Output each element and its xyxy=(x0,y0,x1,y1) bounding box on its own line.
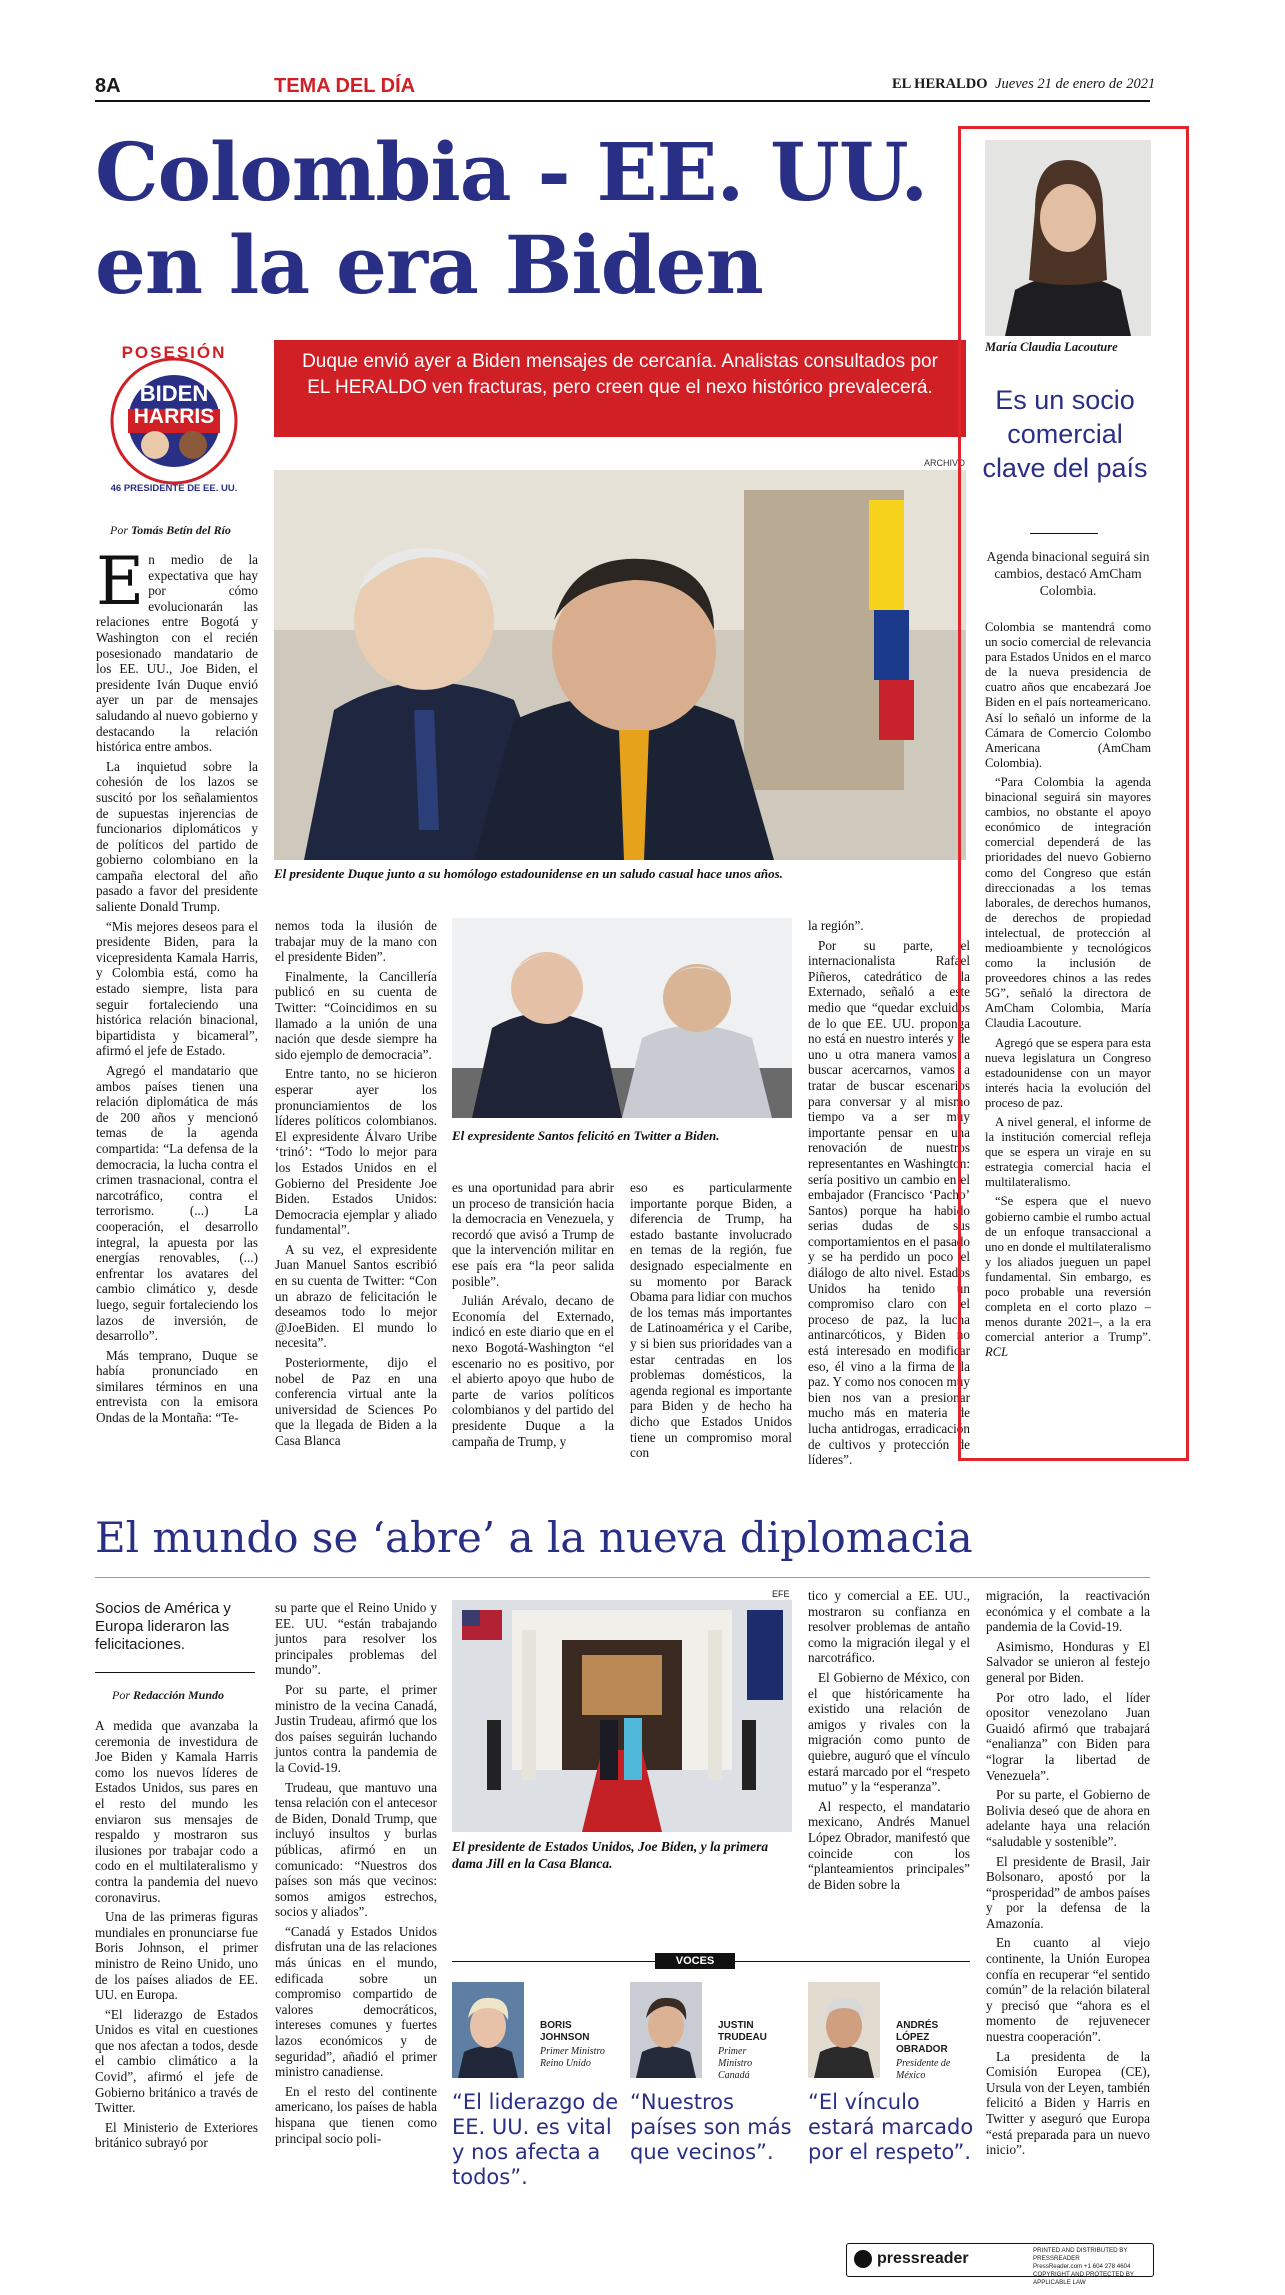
portrait-graphic xyxy=(985,140,1151,336)
whitehouse-photo-graphic xyxy=(452,1600,792,1832)
voice-name: ANDRÉS LÓPEZ OBRADOR xyxy=(896,2020,948,2055)
main-col5-para: la región”. xyxy=(808,918,864,933)
santos-photo xyxy=(452,918,792,1118)
voice-photo-trudeau xyxy=(630,1982,702,2078)
deck-box xyxy=(274,340,966,437)
sidebar-portrait xyxy=(985,140,1151,336)
second-headline: El mundo se ‘abre’ a la nueva diplomacia xyxy=(95,1513,973,1562)
badge-name-2: HARRIS xyxy=(133,405,215,428)
main-col3-para: es una oportunidad para abrir un proceso de transición hacia la democracia en Venezuela, y recordó que avisó a Trump de que la intervención militar en ese país era “la peor salida posible”. xyxy=(452,1180,614,1289)
main-col2-para: Entre tanto, no se hicieron esperar ayer los pronunciamientos de los líderes políticos colombianos. El expresidente Álvaro Uribe ‘trinó’: “Todo lo mejor para los Estados Unidos en el Gobierno del Presidente Joe Biden. Estados Unidos: Democracia ejemplar y aliado fundamental”. xyxy=(275,1066,437,1238)
second-col5-para: Por su parte, el Gobierno de Bolivia deseó que de ahora en adelante haya una relación “saludable y sostenible”. xyxy=(986,1787,1150,1849)
badge-name-1: BIDEN xyxy=(139,381,209,406)
badge-bottom-text: 46 PRESIDENTE DE EE. UU. xyxy=(110,483,238,494)
second-kicker: Socios de América y Europa lideraron las felicitaciones. xyxy=(95,1600,231,1653)
sidebar-para: Colombia se mantendrá como un socio comercial de relevancia para Estados Unidos en el marco de la nueva presidencia de cuatro años que encabezará Joe Biden en el país norteamericano. Así lo señaló un informe de la Cámara de Comercio Colombo Americana (AmCham Colombia). xyxy=(985,620,1151,770)
main-col1-para: “Mis mejores deseos para el presidente Biden, para la vicepresidenta Kamala Harris, y Colombia está, como ha estado siempre, lista para seguir fortaleciendo una histórica relación binacional, bipartidista y bicameral”, afirmó el jefe de Estado. xyxy=(96,918,258,1059)
sidebar-summary: Agenda binacional seguirá sin cambios, destacó AmCham Colombia. xyxy=(986,549,1150,598)
second-col2-para: su parte que el Reino Unido y EE. UU. “están trabajando juntos para resolver los principales problemas del mundo”. xyxy=(275,1600,437,1678)
whitehouse-photo-caption: El presidente de Estados Unidos, Joe Biden, y la primera dama Jill en la Casa Blanca. xyxy=(452,1839,769,1871)
main-col-5 xyxy=(808,918,970,1468)
voice-role: Presidente de México xyxy=(896,2058,951,2081)
voice-photo-johnson xyxy=(452,1982,524,2078)
second-col-2 xyxy=(275,1600,437,2200)
main-col1-para: Más temprano, Duque se había pronunciado en similares términos en una entrevista con la emisora Ondas de la Montaña: “Te- xyxy=(96,1347,258,1426)
johnson-portrait xyxy=(452,1982,524,2078)
second-col-5 xyxy=(986,1588,1150,2208)
pressreader-notice xyxy=(1033,2247,1151,2287)
second-col1-para: A medida que avanzaba la ceremonia de investidura de Joe Biden y Kamala Harris como los nuevos líderes de Estados Unidos, sus pares en el resto del mundo les enviaron sus mensajes de respaldo y mostraron sus ilusiones por trabajar codo a codo en el multilateralismo y contra la pandemia del nuevo coronavirus. xyxy=(95,1718,258,1905)
byline xyxy=(110,523,231,538)
section-label: TEMA DEL DÍA xyxy=(274,75,416,97)
paper-name: EL HERALDO xyxy=(892,76,988,92)
sidebar-body xyxy=(985,620,1151,1365)
voice-role: Primer Ministro Canadá xyxy=(718,2046,753,2081)
main-col1-para: n medio de la expectativa que hay por cómo evolucionarán las relaciones entre Bogotá y Washington con el recién posesionado mandatario de los EE. UU., Joe Biden, el presidente Iván Duque envió ayer un par de mensajes saludando al nuevo gobierno y destacando la relación histórica entre ambos. xyxy=(96,552,258,755)
second-photo-credit: EFE xyxy=(772,1589,790,1599)
pressreader-line-3: COPYRIGHT AND PROTECTED BY APPLICABLE LAW xyxy=(1033,2271,1134,2286)
voces-label: VOCES xyxy=(655,1953,735,1969)
main-col2-para: Finalmente, la Cancillería publicó en su cuenta de Twitter: “Coincidimos en su llamado a la unión de una nación que desde siempre ha sido ejemplo de democracia”. xyxy=(275,968,437,1062)
main-col-2 xyxy=(275,918,437,1448)
second-col5-para: La presidenta de la Comisión Europea (CE), Ursula von der Leyen, también felicitó a Biden y Harris en Twitter y aseguró que Europa “está preparada para un nuevo inicio”. xyxy=(986,2048,1150,2158)
second-col5-para: El presidente de Brasil, Jair Bolsonaro, apostó por la “prosperidad” de ambos países y por la defensa de la Amazonía. xyxy=(986,1853,1150,1931)
posesion-badge xyxy=(100,345,248,493)
sidebar-para: “Para Colombia la agenda binacional seguirá sin mayores cambios, no obstante el apoyo económico de integración comercial dependerá de las prioridades del nuevo Gobierno como del Congreso que están direccionadas a los temas laborales, de derechos humanos, de derechos de propiedad intelectual, de protección al medioambiente y tecnológicos como la inclusión de proveedores chinos a las redes 5G”, señaló la directora de AmCham Colombia, María Claudia Lacouture. xyxy=(985,774,1151,1031)
pressreader-line-2: PressReader.com +1 604 278 4604 xyxy=(1033,2263,1131,2270)
byline-name: Tomás Betín del Río xyxy=(131,523,231,537)
voice-name: BORIS JOHNSON xyxy=(540,2020,590,2043)
voice-quote: “Nuestros países son más que vecinos”. xyxy=(630,2090,792,2164)
deck-text: Duque envió ayer a Biden mensajes de cercanía. Analistas consultados por EL HERALDO ven fracturas, pero creen que el nexo histórico prevalecerá. xyxy=(302,351,938,398)
main-photo xyxy=(274,470,966,860)
page-number: 8A xyxy=(95,75,121,97)
main-col2-para: A su vez, el expresidente Juan Manuel Santos escribió en su cuenta de Twitter: “Con un abrazo de felicitación le deseamos todo lo mejor @JoeBiden. El mundo lo necesita”. xyxy=(275,1241,437,1351)
main-col1-para: La inquietud sobre la cohesión de los lazos se suscitó por los señalamientos de supuestas injerencias de funcionarios diplomáticos y de políticos del partido de gobierno colombiano en la campaña electoral del año pasado a favor del presidente saliente Donald Trump. xyxy=(96,758,258,915)
second-col2-para: “Canadá y Estados Unidos disfrutan una de las relaciones más únicas en el mundo, edificada sobre un compromiso compartido de valores democráticos, intereses comunes y fuertes lazos económicos y de seguridad”, añadió el primer ministro canadiense. xyxy=(275,1923,437,2080)
main-col1-para: Agregó el mandatario que ambos países tienen una relación diplomática de más de 200 años y mencionó temas de la agenda compartida: “La defensa de la democracia, la lucha contra el crimen trasnacional, contra el narcotráfico, contra el terrorismo. (...) La cooperación, el desarrollo integral, la apuesta por las energías renovables, (...) enfrentar los avatares del cambio climático y, desde luego, seguir fortaleciendo los lazos de inversión, de desarrollo”. xyxy=(96,1063,258,1344)
obrador-portrait xyxy=(808,1982,880,2078)
second-col5-para: Asimismo, Honduras y El Salvador se unieron al festejo general por Biden. xyxy=(986,1638,1150,1685)
second-col4-para: tico y comercial a EE. UU., mostraron su confianza en resolver problemas de antaño como la migración ilegal y el narcotráfico. xyxy=(808,1588,970,1666)
headline-line-2: en la era Biden xyxy=(95,218,763,312)
second-col1-para: El Ministerio de Exteriores británico subrayó por xyxy=(95,2119,258,2151)
sidebar-para: A nivel general, el informe de la institución comercial refleja que se espera un viraje en su estrategia comercial hacia el multilateralismo. xyxy=(985,1115,1151,1190)
main-col-1 xyxy=(96,543,258,1432)
sidebar-title: Es un socio comercial clave del país xyxy=(982,385,1148,483)
main-col-4 xyxy=(630,1180,792,1461)
second-col4-para: El Gobierno de México, con el que históricamente ha existido una relación de amigos y rivales con la migración como punto de quiebre, auguró que el vínculo estará marcado por el “respeto mutuo” y la “esperanza”. xyxy=(808,1669,970,1795)
sidebar-para: “Se espera que el nuevo gobierno cambie el rumbo actual de un enfoque transaccional a uno en donde el multilateralismo y los aliados jueguen un papel fundamental. Sin embargo, es poco probable una reversión completa en el corto plazo –menos durante 2021–, a la era comercial anterior a Trump”. RCL xyxy=(985,1194,1151,1360)
main-col5-para: Por su parte, el internacionalista Rafael Piñeros, catedrático de la Externado, señaló a este medio que “quedar excluidos de lo que EE. UU. proponga no está en nuestro interés y de uno u otra manera vamos a buscar acercarnos, vamos a tratar de buscar escenarios para conversar y al mismo tiempo va a ser muy importante pensar en una renovación de nuestros representantes en Washington: sería positivo un cambio en el embajador (Francisco ‘Pacho’ Santos) porque ha habido serias dudas de sus comportamientos en el pasado y se ha perdido un poco el diálogo de alto nivel. Estados Unidos ha tenido un compromiso claro con el proceso de paz, la lucha antinarcóticos, y Biden no está interesado en modificar eso, él vino a la firma de la paz. Y como nos conocen muy bien nos van a presionar mucho más en materia de lucha antidrogas, erradicación de cultivos y protección de líderes”. xyxy=(808,937,970,1468)
second-col5-para: Por otro lado, el líder opositor venezolano Juan Guaidó afirmó que trabajará “enalianza” con Biden para “lograr la libertad de Venezuela”. xyxy=(986,1689,1150,1783)
second-col4-para: Al respecto, el mandatario mexicano, Andrés Manuel López Obrador, manifestó que coincide con los “planteamientos principales” de Biden sobre la xyxy=(808,1798,970,1892)
voice-quote: “El vínculo estará marcado por el respeto”. xyxy=(808,2090,974,2164)
santos-photo-graphic xyxy=(452,918,792,1118)
portrait-caption: María Claudia Lacouture xyxy=(985,340,1118,354)
byline-prefix: Por xyxy=(110,523,128,537)
pressreader-footer xyxy=(846,2243,1154,2286)
santos-photo-caption: El expresidente Santos felicitó en Twitter a Biden. xyxy=(452,1128,720,1143)
second-col-4 xyxy=(808,1588,970,1918)
main-col3-para: Julián Arévalo, decano de Economía del Externado, indicó en este diario que en el nexo Bogotá-Washington “el escenario no es positivo, por el abierto apoyo que hubo de parte de varios políticos colombianos y del partido del presidente Duque a la campaña de Trump, y xyxy=(452,1293,614,1449)
second-col2-para: Por su parte, el primer ministro de la vecina Canadá, Justin Trudeau, afirmó que los dos países seguirán luchando juntos contra la pandemia de la Covid-19. xyxy=(275,1681,437,1775)
drop-cap: E xyxy=(96,543,145,620)
trudeau-portrait xyxy=(630,1982,702,2078)
photo-credit: ARCHIVO xyxy=(924,458,966,468)
sidebar-signature: RCL xyxy=(985,1345,1009,1360)
main-col4-para: eso es particularmente importante porque Biden, a diferencia de Trump, ha estado bastante involucrado en temas de la región, fue designado especialmente en su momento por Barack Obama para lidiar con muchos de los temas más importantes de Latinoamérica y el Caribe, y si bien sus prioridades van a estar centradas en los problemas domésticos, la agenda regional es importante para Biden y de hecho ha dicho que Estados Unidos tiene un compromiso moral con xyxy=(630,1180,792,1461)
badge-top-text: POSESIÓN xyxy=(121,343,227,362)
voice-photo-obrador xyxy=(808,1982,880,2078)
voice-quote: “El liderazgo de EE. UU. es vital y nos afecta a todos”. xyxy=(452,2090,619,2189)
kicker-rule xyxy=(95,1672,255,1673)
second-col-1 xyxy=(95,1718,258,2198)
pressreader-brand: pressreader xyxy=(877,2250,969,2267)
main-headline xyxy=(95,126,955,312)
pressreader-icon xyxy=(854,2250,872,2268)
second-byline-name: Redacción Mundo xyxy=(133,1688,225,1702)
sidebar-para: Agregó que se espera para esta nueva legislatura un Congreso estadounidense con un mayor interés hacia la evolución del proceso de paz. xyxy=(985,1035,1151,1110)
second-byline xyxy=(112,1688,224,1703)
second-byline-prefix: Por xyxy=(112,1688,130,1702)
masthead xyxy=(892,76,1155,93)
voice-name: JUSTIN TRUDEAU xyxy=(718,2020,767,2043)
page-date: Jueves 21 de enero de 2021 xyxy=(995,76,1156,92)
main-col2-para: nemos toda la ilusión de trabajar muy de la mano con el presidente Biden”. xyxy=(275,918,437,965)
main-col2-para: Posteriormente, dijo el nobel de Paz en una conferencia virtual ante la universidad de Sciences Po que la llegada de Biden a la Casa Blanca xyxy=(275,1355,437,1448)
main-photo-caption: El presidente Duque junto a su homólogo estadounidense en un saludo casual hace unos años. xyxy=(274,866,783,881)
sidebar-divider xyxy=(1030,533,1098,534)
second-col1-para: Una de las primeras figuras mundiales en pronunciarse fue Boris Johnson, el primer ministro de Reino Unido, uno de los países aliados de EE. UU. en Europa. xyxy=(95,1909,258,2003)
whitehouse-photo xyxy=(452,1600,792,1832)
header-rule xyxy=(95,100,1150,102)
second-col2-para: En el resto del continente americano, los países de habla hispana que tienen como principal socio poli- xyxy=(275,2083,437,2146)
main-col-3 xyxy=(452,1180,614,1449)
main-photo-graphic xyxy=(274,470,966,860)
second-col2-para: Trudeau, que mantuvo una tensa relación con el antecesor de Biden, Donald Trump, que incluyó insultos y burlas públicas, afirmó en un comunicado: “Nuestros dos países son más que vecinos: somos amigos estrechos, socios y aliados”. xyxy=(275,1779,437,1920)
voice-role: Primer Ministro Reino Unido xyxy=(540,2046,605,2069)
pressreader-line-1: PRINTED AND DISTRIBUTED BY PRESSREADER xyxy=(1033,2247,1128,2262)
second-col5-para: En cuanto al viejo continente, la Unión Europea confía en recuperar “el sentido común” de la relación bilateral y precisó que “ahora es el momento de rejuvenecer nuestra cooperación”. xyxy=(986,1935,1150,2045)
second-col5-para: migración, la reactivación económica y el combate a la pandemia de la Covid-19. xyxy=(986,1588,1150,1635)
second-col1-para: “El liderazgo de Estados Unidos es vital en cuestiones que nos afectan a todos, desde el cambio climático a la Covid”, afirmó el jefe de Gobierno británico a través de Twitter. xyxy=(95,2006,258,2116)
headline-line-1: Colombia - EE. UU. xyxy=(95,125,928,219)
second-rule xyxy=(95,1577,1150,1578)
